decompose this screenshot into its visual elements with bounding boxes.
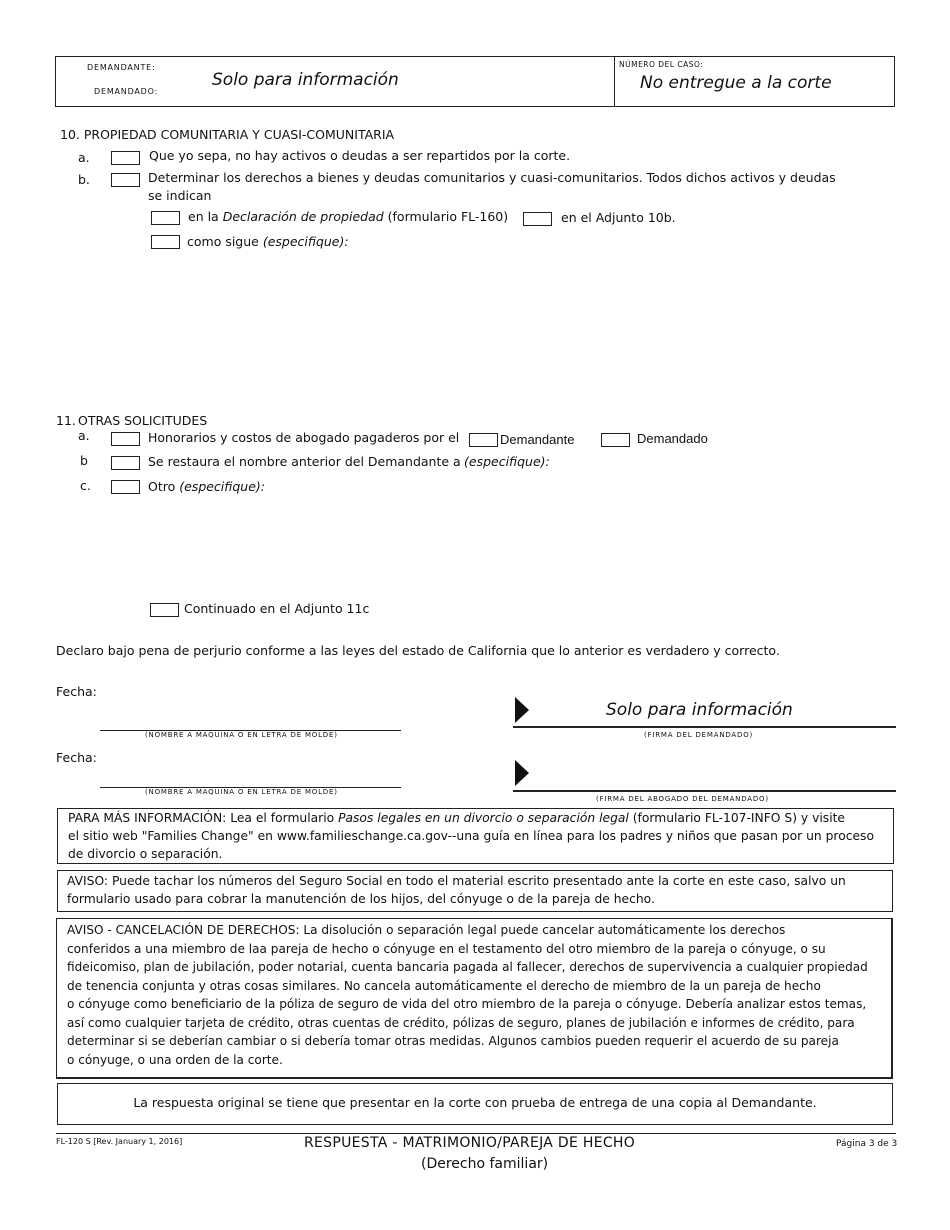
respondent-label: DEMANDADO: bbox=[94, 87, 159, 96]
checkbox-10b[interactable] bbox=[111, 173, 140, 187]
checkbox-10b-declaration[interactable] bbox=[151, 211, 180, 225]
case-header-divider bbox=[614, 56, 615, 107]
checkbox-11a-respondent[interactable] bbox=[601, 433, 630, 447]
checkbox-11b[interactable] bbox=[111, 456, 140, 470]
signature-line-2[interactable] bbox=[513, 790, 896, 792]
case-number-label: NÚMERO DEL CASO: bbox=[619, 60, 704, 69]
item-10a-text: Que yo sepa, no hay activos o deudas a ser repartidos por la corte. bbox=[149, 148, 571, 163]
date-label-1: Fecha: bbox=[56, 684, 97, 699]
form-id: FL-120 S [Rev. January 1, 2016] bbox=[56, 1137, 183, 1146]
checkbox-10b-as-follows[interactable] bbox=[151, 235, 180, 249]
item-10a-letter: a. bbox=[78, 150, 90, 165]
form-title: RESPUESTA - MATRIMONIO/PAREJA DE HECHO bbox=[304, 1135, 636, 1151]
perjury-declaration: Declaro bajo pena de perjurio conforme a las leyes del estado de California que lo anterior es verdadero y correcto. bbox=[56, 643, 780, 658]
name-caption-2: (NOMBRE A MAQUINA O EN LETRA DE MOLDE) bbox=[145, 788, 338, 796]
checkbox-10b-attachment[interactable] bbox=[523, 212, 552, 226]
section-11-title: OTRAS SOLICITUDES bbox=[78, 413, 208, 428]
item-10b-as-follows-text: como sigue (especifique): bbox=[187, 234, 349, 249]
checkbox-11a-petitioner[interactable] bbox=[469, 433, 498, 447]
party-name-field[interactable]: Solo para información bbox=[212, 70, 399, 90]
form-subtitle: (Derecho familiar) bbox=[421, 1156, 549, 1172]
item-10b-attachment-text: en el Adjunto 10b. bbox=[561, 210, 676, 225]
checkbox-11c-continued[interactable] bbox=[150, 603, 179, 617]
checkbox-11a[interactable] bbox=[111, 432, 140, 446]
item-11b-text: Se restaura el nombre anterior del Demandante a bbox=[148, 454, 461, 469]
checkbox-11c[interactable] bbox=[111, 480, 140, 494]
signature-caption-1: (FIRMA DEL DEMANDADO) bbox=[644, 731, 754, 739]
item-10b-declaration-text: en la Declaración de propiedad (formulario FL-160) bbox=[188, 209, 509, 224]
item-11b-letter: b bbox=[80, 453, 88, 468]
footer-rule bbox=[56, 1133, 896, 1134]
item-11a-text: Honorarios y costos de abogado pagaderos por el bbox=[148, 430, 460, 445]
page-number: Página 3 de 3 bbox=[836, 1139, 898, 1149]
more-info-text: PARA MÁS INFORMACIÓN: Lea el formulario Pasos legales en un divorcio o separación legal (formulario FL-107-INFO S) y visite el sitio web "Families Change" en www.familieschange.ca.gov--una guía en línea para los padres y niños que pasan por un proceso de divorcio o separación. bbox=[68, 811, 874, 861]
rights-notice-text: AVISO - CANCELACIÓN DE DERECHOS: La disolución o separación legal puede cancelar automáticamente los derechos conferidos a una miembro de laa pareja de hecho o cónyuge en el testamento del otro miembro de la pareja o cónyuge, o su fideicomiso, plan de jubilación, poder notarial, cuenta bancaria pagada al fallecer, derechos de supervivencia a cualquier propiedad de tenencia conjunta y otras cosas similares. No cancela automáticamente el derecho de miembro de la un pareja de hecho o cónyuge como beneficiario de la póliza de seguro de vida del otro miembro de la pareja o cónyuge. Debería analizar estos temas, así como cualquier tarjeta de crédito, otras cuentas de crédito, pólizas de seguro, planes de jubilación e informes de crédito, para determinar si se deberían cambiar o si debería tomar otras medidas. Algunos cambios pueden requerir el acuerdo de su pareja o cónyuge, o una orden de la corte. bbox=[67, 923, 868, 1067]
item-11a-letter: a. bbox=[78, 428, 90, 443]
item-11c-continued-text: Continuado en el Adjunto 11c bbox=[184, 601, 370, 616]
item-11a-petitioner-label: Demandante bbox=[500, 432, 575, 447]
item-10b-text-line2: se indican bbox=[148, 188, 212, 203]
name-caption-1: (NOMBRE A MAQUINA O EN LETRA DE MOLDE) bbox=[145, 731, 338, 739]
checkbox-10a[interactable] bbox=[111, 151, 140, 165]
section-11-number: 11. bbox=[56, 413, 76, 428]
item-10b-text-line1: Determinar los derechos a bienes y deudas comunitarios y cuasi-comunitarios. Todos dichos activos y deudas bbox=[148, 170, 836, 185]
item-10b-letter: b. bbox=[78, 172, 90, 187]
item-11c-text: Otro (especifique): bbox=[148, 479, 265, 494]
date-label-2: Fecha: bbox=[56, 750, 97, 765]
item-11a-respondent-label: Demandado bbox=[637, 431, 708, 446]
notice-text: AVISO: Puede tachar los números del Seguro Social en todo el material escrito presentado ante la corte en este caso, salvo un formulario usado para cobrar la manutención de los hijos, del cónyuge o de la pareja de hecho. bbox=[67, 874, 846, 906]
section-10-title: 10. PROPIEDAD COMUNITARIA Y CUASI-COMUNITARIA bbox=[60, 127, 395, 142]
sign-here-arrow-icon bbox=[515, 697, 529, 723]
respondent-signature-field[interactable]: Solo para información bbox=[606, 700, 793, 720]
item-11b-specify: (especifique): bbox=[464, 454, 550, 469]
original-response-text: La respuesta original se tiene que presentar en la corte con prueba de entrega de una copia al Demandante. bbox=[133, 1095, 817, 1110]
signature-line-1 bbox=[513, 726, 896, 728]
signature-caption-2: (FIRMA DEL ABOGADO DEL DEMANDADO) bbox=[596, 795, 769, 803]
sign-here-arrow-2-icon bbox=[515, 760, 529, 786]
case-number-field[interactable]: No entregue a la corte bbox=[640, 73, 832, 93]
item-11c-letter: c. bbox=[80, 478, 91, 493]
petitioner-label: DEMANDANTE: bbox=[87, 63, 156, 72]
